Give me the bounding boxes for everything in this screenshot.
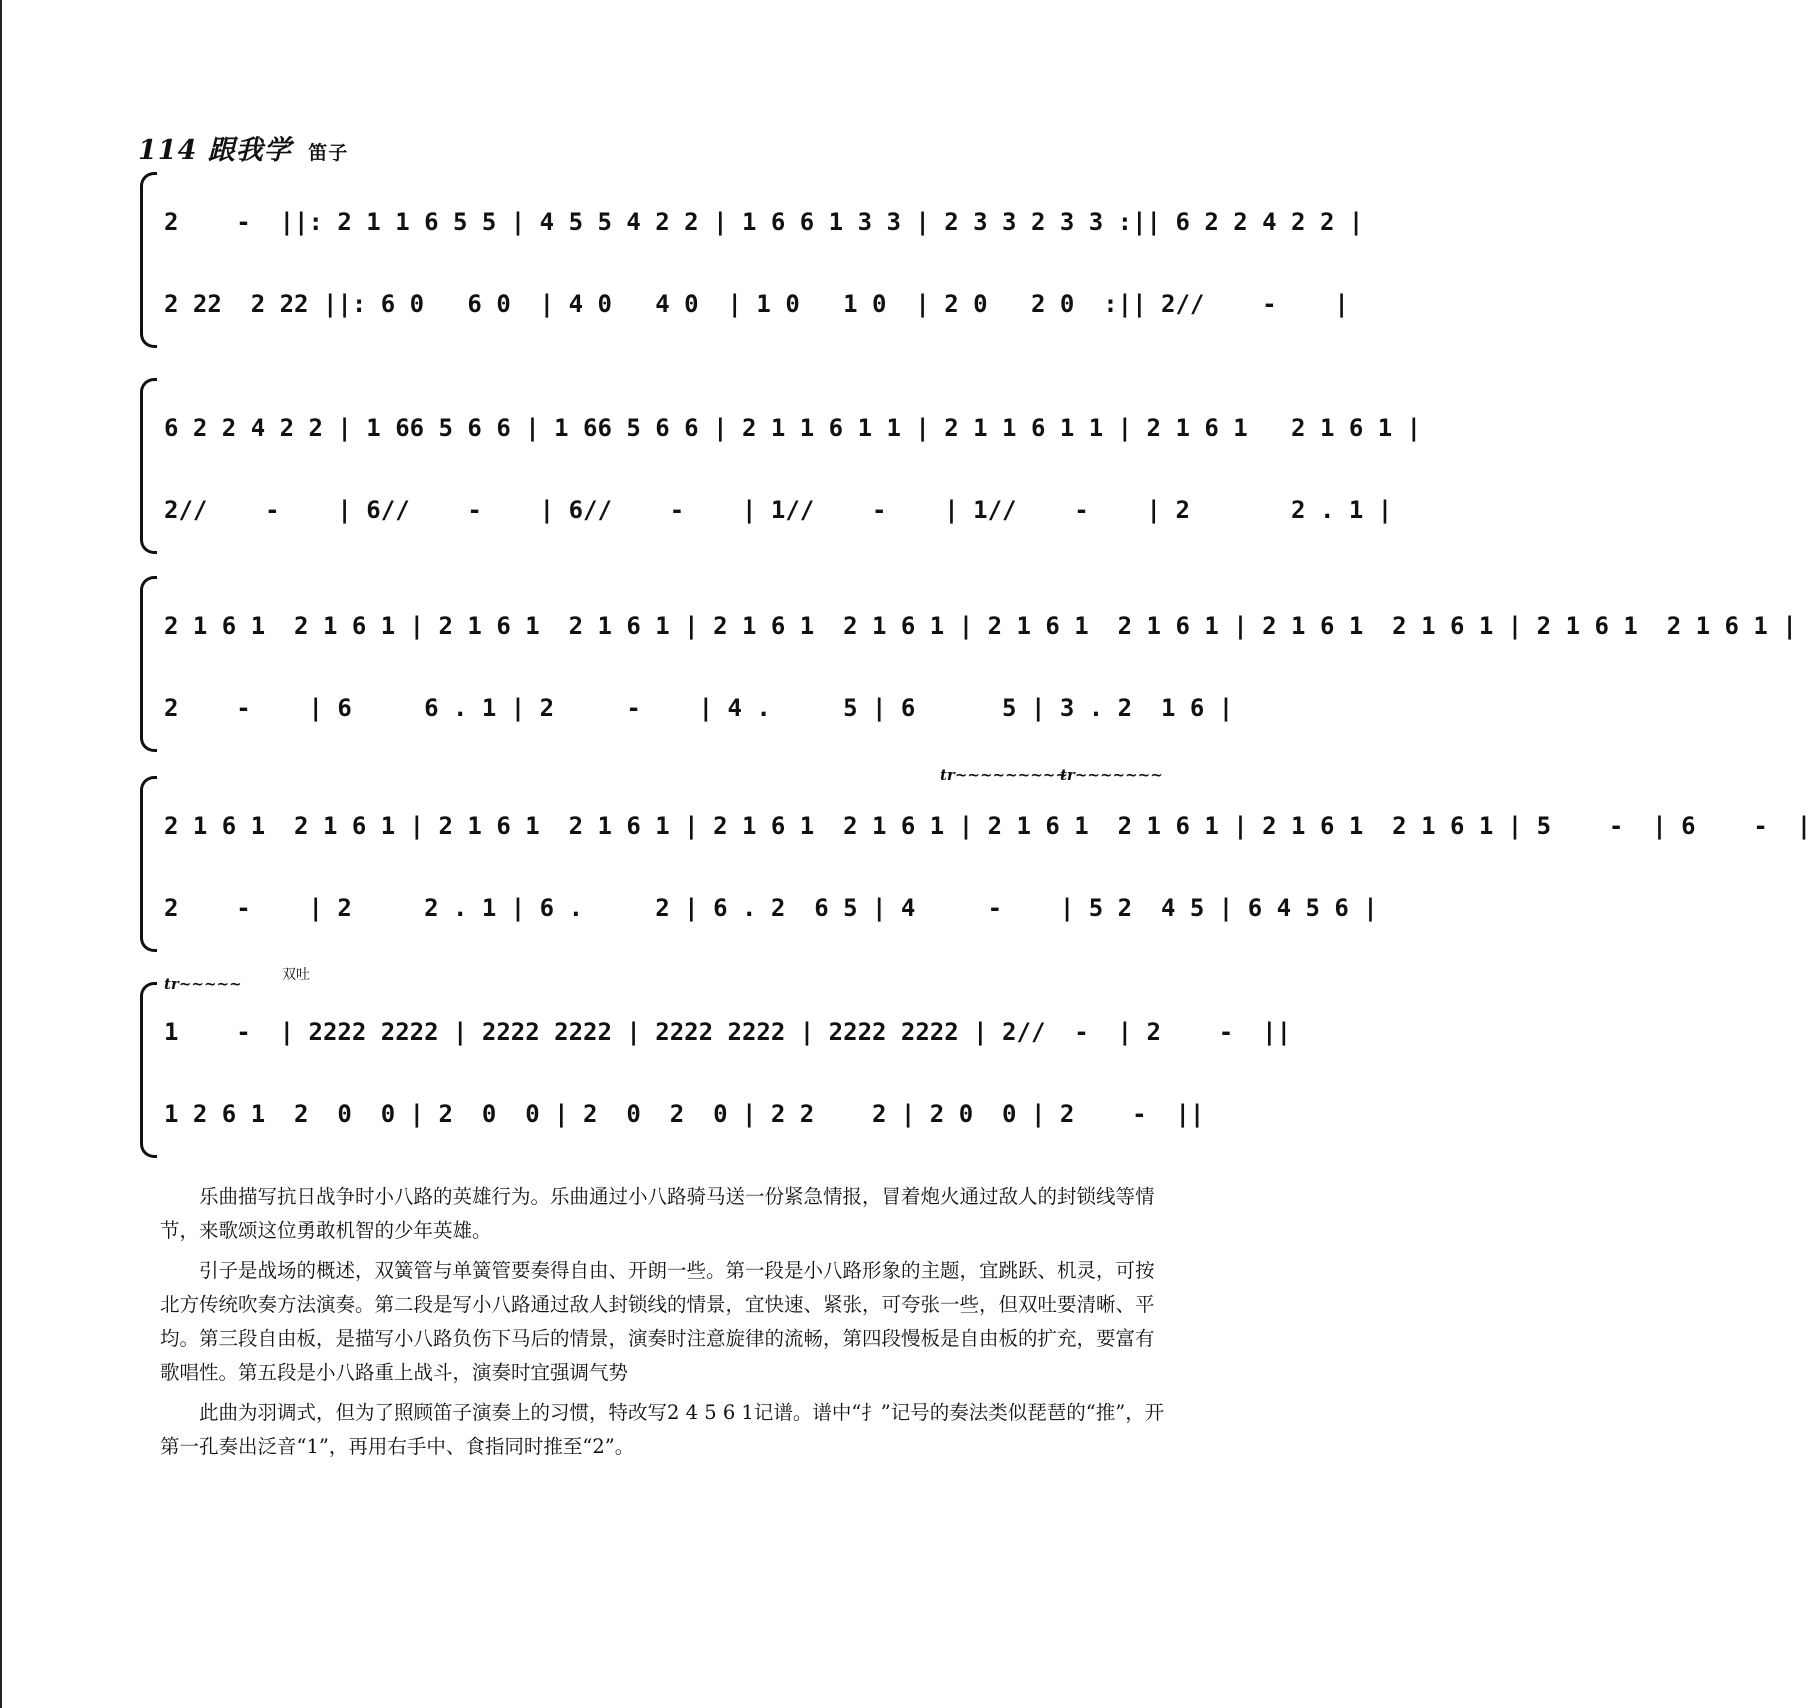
notation-line: 2 1 6 1 2 1 6 1 | 2 1 6 1 2 1 6 1 | 2 1 6 1 2 1 6 1 | 2 1 6 1 2 1 6 1 | 2 1 6 1 2 1 6 1 | 2 1 6 1 2 1 6 1 |	[164, 612, 1797, 640]
commentary	[160, 1180, 1170, 1470]
score-system-1	[140, 172, 1364, 342]
score-system-3	[140, 576, 1797, 746]
paragraph: 乐曲描写抗日战争时小八路的英雄行为。乐曲通过小八路骑马送一份紧急情报，冒着炮火通过敌人的封锁线等情节，来歌颂这位勇敢机智的少年英雄。	[160, 1185, 1155, 1242]
page-header	[138, 128, 348, 167]
notation-line: 2 1 6 1 2 1 6 1 | 2 1 6 1 2 1 6 1 | 2 1 6 1 2 1 6 1 | 2 1 6 1 2 1 6 1 | 2 1 6 1 2 1 6 1 | 5 - | 6 - |	[164, 812, 1811, 840]
notation-line: 1 - | 2222 2222 | 2222 2222 | 2222 2222 | 2222 2222 | 2// - | 2 - ||	[164, 1018, 1292, 1046]
notation-line: 6 2 2 4 2 2 | 1 66 5 6 6 | 1 66 5 6 6 | 2 1 1 6 1 1 | 2 1 1 6 1 1 | 2 1 6 1 2 1 6 1 |	[164, 414, 1422, 442]
notation-line: 2 - | 2 2 . 1 | 6 . 2 | 6 . 2 6 5 | 4 - | 5 2 4 5 | 6 4 5 6 |	[164, 894, 1378, 922]
score-system-4	[140, 776, 1811, 946]
page-edge	[0, 0, 2, 1708]
trill-mark: tr~~~~~~~~~	[940, 766, 1068, 784]
score-system-5	[140, 982, 1292, 1152]
notation-line: 2 22 2 22 ||: 6 0 6 0 | 4 0 4 0 | 1 0 1 0 | 2 0 2 0 :|| 2// - |	[164, 290, 1349, 318]
instrument-label: 笛子	[308, 142, 349, 164]
upper-staff	[164, 208, 1364, 248]
score-system-2	[140, 378, 1422, 548]
system-brace	[140, 576, 157, 752]
series-title: 跟我学	[207, 135, 292, 166]
notation-line: 1 2 6 1 2 0 0 | 2 0 0 | 2 0 2 0 | 2 2 2 | 2 0 0 | 2 - ||	[164, 1100, 1205, 1128]
system-brace	[140, 776, 157, 952]
paragraph: 此曲为羽调式，但为了照顾笛子演奏上的习惯，特改写2 4 5 6 1记谱。谱中“扌”记号的奏法类似琵琶的“推”，开第一孔奏出泛音“1”，再用右手中、食指同时推至“2”。	[160, 1401, 1165, 1458]
trill-mark: tr~~~~~	[164, 975, 242, 993]
lower-staff	[164, 290, 1349, 330]
notation-line: 2 - | 6 6 . 1 | 2 - | 4 . 5 | 6 5 | 3 . 2 1 6 |	[164, 694, 1234, 722]
page-number: 114	[138, 135, 198, 166]
notation-line: 2// - | 6// - | 6// - | 1// - | 1// - | 2 2 . 1 |	[164, 496, 1393, 524]
system-brace	[140, 378, 157, 554]
lower-staff	[164, 1100, 1205, 1140]
technique-label: 双吐	[282, 967, 310, 983]
notation-line: 2 - ||: 2 1 1 6 5 5 | 4 5 5 4 2 2 | 1 6 6 1 3 3 | 2 3 3 2 3 3 :|| 6 2 2 4 2 2 |	[164, 208, 1364, 236]
upper-staff	[164, 1018, 1292, 1058]
lower-staff	[164, 496, 1393, 536]
upper-staff	[164, 812, 1811, 852]
trill-mark: tr~~~~~~~	[1060, 766, 1163, 784]
system-brace	[140, 172, 157, 348]
upper-staff	[164, 414, 1422, 454]
lower-staff	[164, 894, 1378, 934]
upper-staff	[164, 612, 1797, 652]
system-brace	[140, 982, 157, 1158]
paragraph: 引子是战场的概述，双簧管与单簧管要奏得自由、开朗一些。第一段是小八路形象的主题，宜跳跃、机灵，可按北方传统吹奏方法演奏。第二段是写小八路通过敌人封锁线的情景，宜快速、紧张，可夸张一些，但双吐要清晰、平均。第三段自由板，是描写小八路负伤下马后的情景，演奏时注意旋律的流畅，第四段慢板是自由板的扩充，要富有歌唱性。第五段是小八路重上战斗，演奏时宜强调气势	[160, 1259, 1155, 1384]
lower-staff	[164, 694, 1234, 734]
